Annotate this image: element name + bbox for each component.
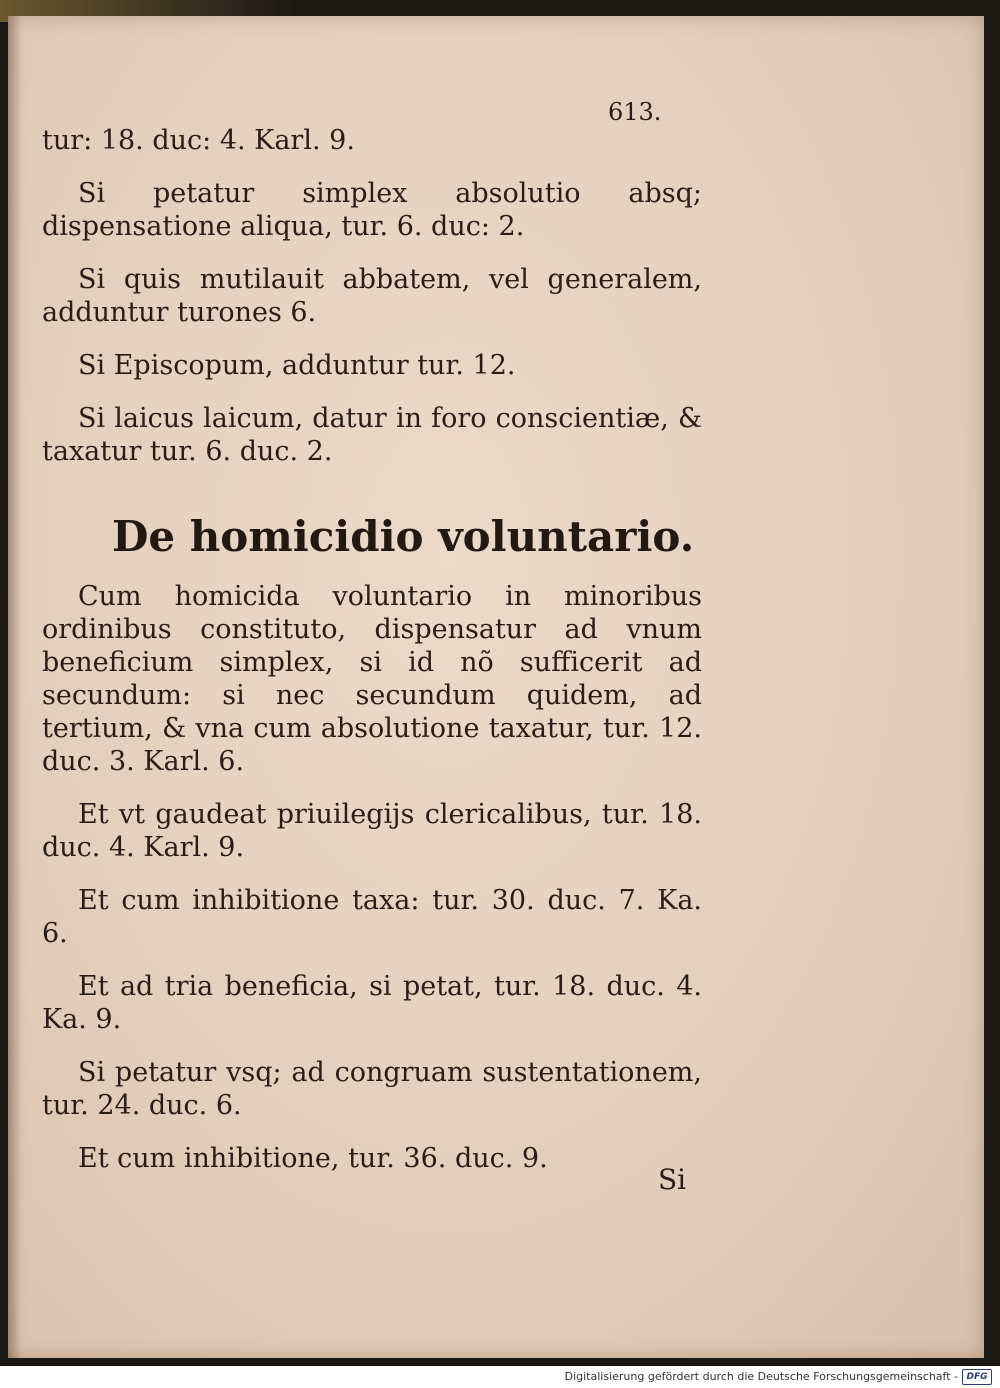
dfg-logo-icon: DFG (962, 1369, 992, 1385)
text-paragraph: Cum homicida voluntario in minoribus ordinibus constituto, dispensatur ad vnum beneficium simplex, si id nõ sufficerit ad secundum: si nec secundum quidem, ad tertium, & vna cum absolutione taxatur, tur. 12. duc. 3. Karl. 6. (42, 581, 702, 777)
text-paragraph: Si petatur vsq; ad congruam sustentationem, tur. 24. duc. 6. (42, 1057, 702, 1121)
text-paragraph: Et cum inhibitione, tur. 36. duc. 9. (78, 1143, 548, 1174)
page-number: 613. (608, 98, 662, 126)
digitization-footer (0, 1366, 1000, 1388)
funding-credit: Digitalisierung gefördert durch die Deutsche Forschungsgemeinschaft - (564, 1370, 958, 1383)
text-line: tur: 18. duc: 4. Karl. 9. (42, 125, 355, 156)
text-paragraph: Si laicus laicum, datur in foro conscientiæ, & taxatur tur. 6. duc. 2. (42, 403, 702, 467)
text-paragraph: Si petatur simplex absolutio absq; dispensatione aliqua, tur. 6. duc: 2. (42, 178, 702, 242)
text-paragraph: Et ad tria beneficia, si petat, tur. 18. duc. 4. Ka. 9. (42, 971, 702, 1035)
text-paragraph: Si quis mutilauit abbatem, vel generalem, adduntur turones 6. (42, 264, 702, 328)
catchword: Si (658, 1163, 687, 1196)
section-heading: De homicidio voluntario. (112, 512, 695, 561)
text-paragraph: Et vt gaudeat priuilegijs clericalibus, tur. 18. duc. 4. Karl. 9. (42, 799, 702, 863)
text-paragraph: Si Episcopum, adduntur tur. 12. (78, 350, 516, 381)
page-text (42, 96, 702, 1195)
text-paragraph: Et cum inhibitione taxa: tur. 30. duc. 7. Ka. 6. (42, 885, 702, 949)
book-page (8, 16, 984, 1358)
